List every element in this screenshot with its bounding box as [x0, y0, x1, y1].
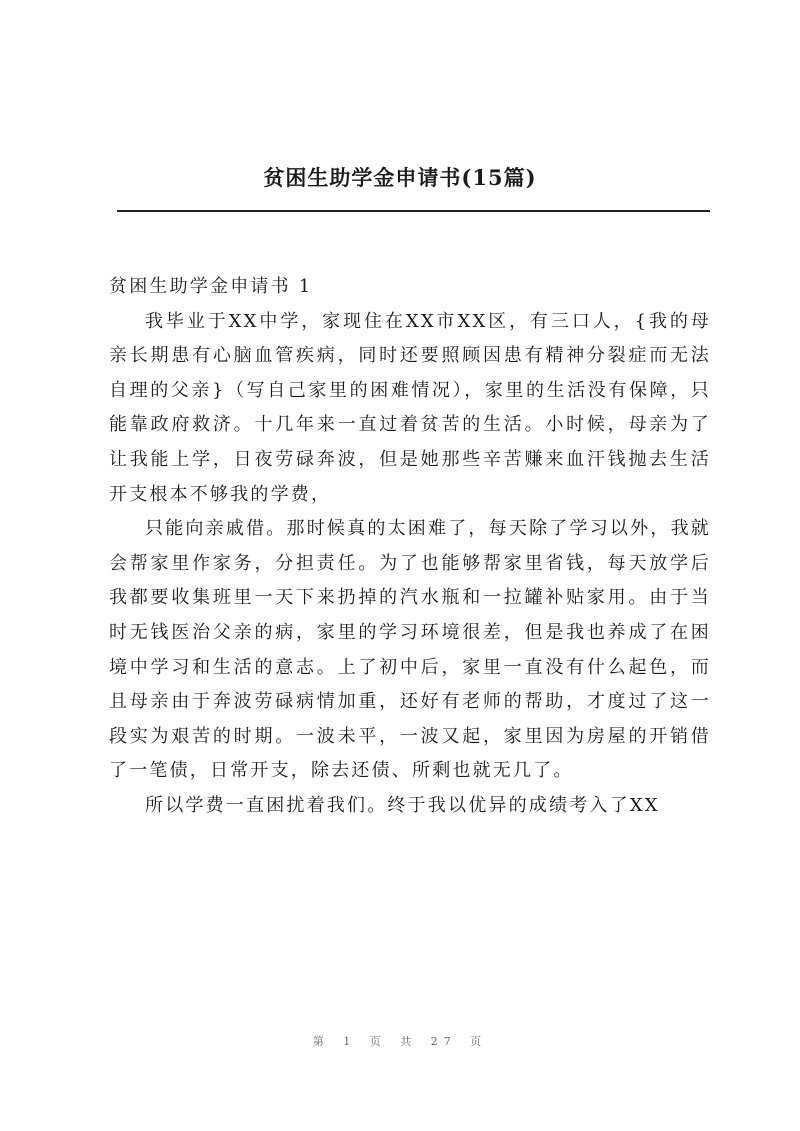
- body-paragraph: 所以学费一直困扰着我们。终于我以优异的成绩考入了XX: [145, 794, 660, 816]
- body-paragraph: 只能向亲戚借。那时候真的太困难了，每天除了学习以外，我就会帮家里作家务，分担责任。为了也能够帮家里省钱，每天放学后我都要收集班里一天下来扔掉的汽水瓶和一拉罐补贴家用。由于当时无钱医治父亲的病，家里的学习环境很差，但是我也养成了在困境中学习和生活的意志。上了初中后，家里一直没有什么起色，而且母亲由于奔波劳碌病情加重，还好有老师的帮助，才度过了这一段实为艰苦的时期。一波未平，一波又起，家里因为房屋的开销借了一笔债，日常开支，除去还债、所剩也就无几了。: [109, 518, 711, 782]
- document-title: 贫困生助学金申请书(15篇): [263, 165, 537, 190]
- body-paragraph: 我毕业于XX中学，家现住在XX市XX区，有三口人，{我的母亲长期患有心脑血管疾病，同时还要照顾因患有精神分裂症而无法自理的父亲}（写自己家里的困难情况），家里的生活没有保障，只能靠政府救济。十几年来一直过着贫苦的生活。小时候，母亲为了让我能上学，日夜劳碌奔波，但是她那些辛苦赚来血汗钱抛去生活开支根本不够我的学费，: [109, 310, 711, 505]
- section-heading: 贫困生助学金申请书 1: [109, 276, 313, 297]
- document-body: [109, 270, 711, 824]
- title-divider: [117, 210, 710, 212]
- page-number-footer: 第 1 页 共 27 页: [312, 1035, 488, 1048]
